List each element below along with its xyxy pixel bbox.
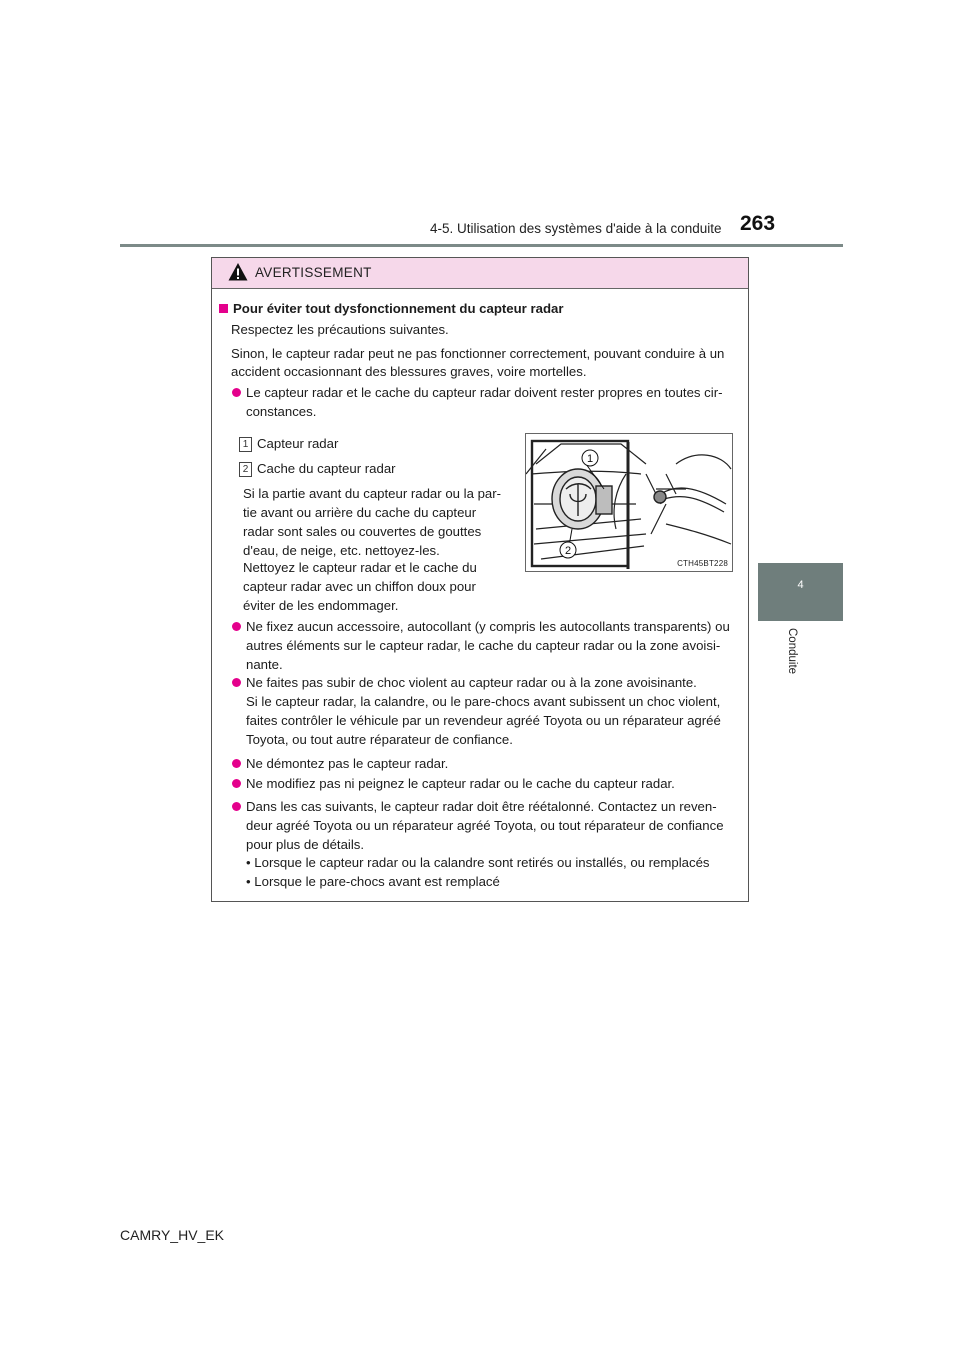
callout-number-2: 2 [239,462,252,477]
bullet-dot [232,759,241,768]
bullet-6-line-c: pour plus de détails. [246,837,365,852]
bullet-3-line-a: Ne faites pas subir de choc violent au capteur radar ou à la zone avoisinante. [246,675,697,690]
callout-number-1: 1 [239,437,252,452]
intro-line-2b: accident occasionnant des blessures graves, voire mortelles. [231,364,587,379]
warning-triangle-icon [228,262,248,282]
callout-2-label: Cache du capteur radar [257,461,396,476]
bullet-6-line-a: Dans les cas suivants, le capteur radar doit être réétalonné. Contactez un reven- [246,799,717,814]
sub-item-2: • Lorsque le pare-chocs avant est remplacé [246,874,500,889]
para-1-line-c: radar sont sales ou couvertes de gouttes [243,524,482,539]
footer-model-code: CAMRY_HV_EK [120,1227,225,1243]
para-1-line-a: Si la partie avant du capteur radar ou la par- [243,486,502,501]
bullet-dot [232,388,241,397]
para-1-line-b: tie avant ou arrière du cache du capteur [243,505,477,520]
chapter-label [786,628,804,688]
intro-line-2a: Sinon, le capteur radar peut ne pas fonctionner correctement, pouvant conduire à un [231,346,725,361]
bullet-1-line-a: Le capteur radar et le cache du capteur radar doivent rester propres en toutes cir- [246,385,723,400]
bullet-2-line-b: autres éléments sur le capteur radar, le cache du capteur radar ou la zone avoisi- [246,638,721,653]
bullet-6-line-b: deur agréé Toyota ou un réparateur agréé Toyota, ou tout réparateur de confiance [246,818,724,833]
chapter-tab-number: 4 [797,579,804,591]
bullet-3-line-c: faites contrôler le véhicule par un revendeur agréé Toyota ou un réparateur agréé [246,713,721,728]
heading-square-bullet [219,304,228,313]
radar-sensor-illustration [525,433,733,572]
bullet-3-line-d: Toyota, ou tout autre réparateur de confiance. [246,732,513,747]
chapter-label-text: Conduite [786,628,798,675]
warning-heading: Pour éviter tout dysfonctionnement du capteur radar [233,301,564,316]
bullet-2-line-a: Ne fixez aucun accessoire, autocollant (y compris les autocollants transparents) ou [246,619,730,634]
bullet-4: Ne démontez pas le capteur radar. [246,756,449,771]
figure-code: CTH45BT228 [677,559,728,568]
bullet-2-line-c: nante. [246,657,283,672]
warning-box [211,257,749,902]
header-section-title: 4-5. Utilisation des systèmes d'aide à la conduite [430,221,722,236]
warning-header [212,258,748,289]
bullet-5: Ne modifiez pas ni peignez le capteur radar ou le cache du capteur radar. [246,776,675,791]
bullet-3-line-b: Si le capteur radar, la calandre, ou le pare-chocs avant subissent un choc violent, [246,694,721,709]
para-1-line-d: d'eau, de neige, etc. nettoyez-les. [243,543,440,558]
chapter-tab [758,563,843,621]
intro-line-1: Respectez les précautions suivantes. [231,322,449,337]
bullet-dot [232,779,241,788]
bullet-dot [232,802,241,811]
page-number: 263 [740,212,776,235]
para-2-line-b: capteur radar avec un chiffon doux pour [243,579,476,594]
bullet-dot [232,622,241,631]
header-rule [120,244,843,247]
warning-title: AVERTISSEMENT [255,265,372,280]
car-front-drawing [526,434,733,572]
para-2-line-c: éviter de les endommager. [243,598,399,613]
para-2-line-a: Nettoyez le capteur radar et le cache du [243,560,477,575]
callout-1-label: Capteur radar [257,436,339,451]
figure-label-2: 2 [564,545,572,557]
sub-item-1: • Lorsque le capteur radar ou la calandre sont retirés ou installés, ou remplacés [246,855,710,870]
figure-label-1: 1 [586,453,594,465]
bullet-dot [232,678,241,687]
bullet-1-line-b: constances. [246,404,317,419]
